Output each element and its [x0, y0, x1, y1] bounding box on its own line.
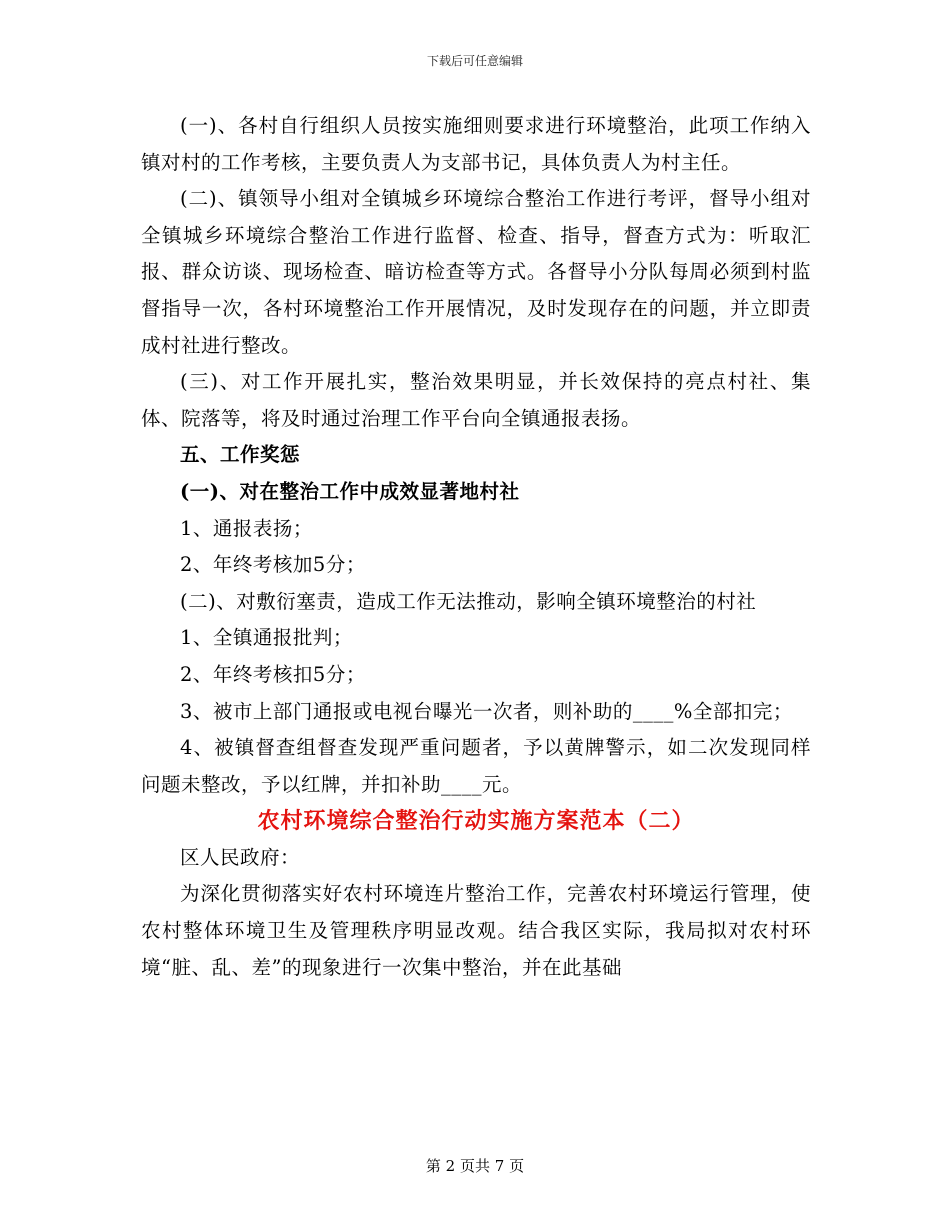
section-heading: 五、工作奖惩	[180, 443, 301, 467]
document-body	[141, 108, 811, 986]
page-header-note: 下载后可任意编辑	[426, 54, 523, 68]
subsection-heading: (一)、对在整治工作中成效显著地村社	[180, 479, 520, 503]
paragraph: (一)、各村自行组织人员按实施细则要求进行环境整治，此项工作纳入镇对村的工作考核，主要负责人为支部书记，具体负责人为村主任。	[141, 114, 811, 174]
page-number: 第 2 页共 7 页	[425, 1157, 525, 1175]
addressee: 区人民政府：	[180, 845, 301, 869]
list-item: 2、年终考核加5分；	[180, 553, 366, 577]
document-title: 农村环境综合整治行动实施方案范本（二）	[257, 808, 695, 835]
list-item: 1、通报表扬；	[180, 516, 313, 540]
paragraph: (三)、对工作开展扎实，整治效果明显，并长效保持的亮点村社、集体、院落等，将及时通过治理工作平台向全镇通报表扬。	[141, 370, 811, 430]
list-item: 1、全镇通报批判；	[180, 626, 353, 650]
list-item: 2、年终考核扣5分；	[180, 662, 366, 686]
list-item: 4、被镇督查组督查发现严重问题者，予以黄牌警示，如二次发现同样问题未整改，予以红牌，并扣补助____元。	[141, 736, 811, 796]
paragraph: (二)、镇领导小组对全镇城乡环境综合整治工作进行考评，督导小组对全镇城乡环境综合整治工作进行监督、检查、指导，督查方式为：听取汇报、群众访谈、现场检查、暗访检查等方式。各督导小分队每周必须到村监督指导一次，各村环境整治工作开展情况，及时发现存在的问题，并立即责成村社进行整改。	[141, 187, 811, 357]
paragraph: (二)、对敷衍塞责，造成工作无法推动，影响全镇环境整治的村社	[180, 589, 757, 613]
paragraph: 为深化贯彻落实好农村环境连片整治工作，完善农村环境运行管理，使农村整体环境卫生及管理秩序明显改观。结合我区实际，我局拟对农村环境“脏、乱、差”的现象进行一次集中整治，并在此基础	[141, 882, 811, 979]
list-item: 3、被市上部门通报或电视台曝光一次者，则补助的____%全部扣完；	[180, 699, 793, 723]
